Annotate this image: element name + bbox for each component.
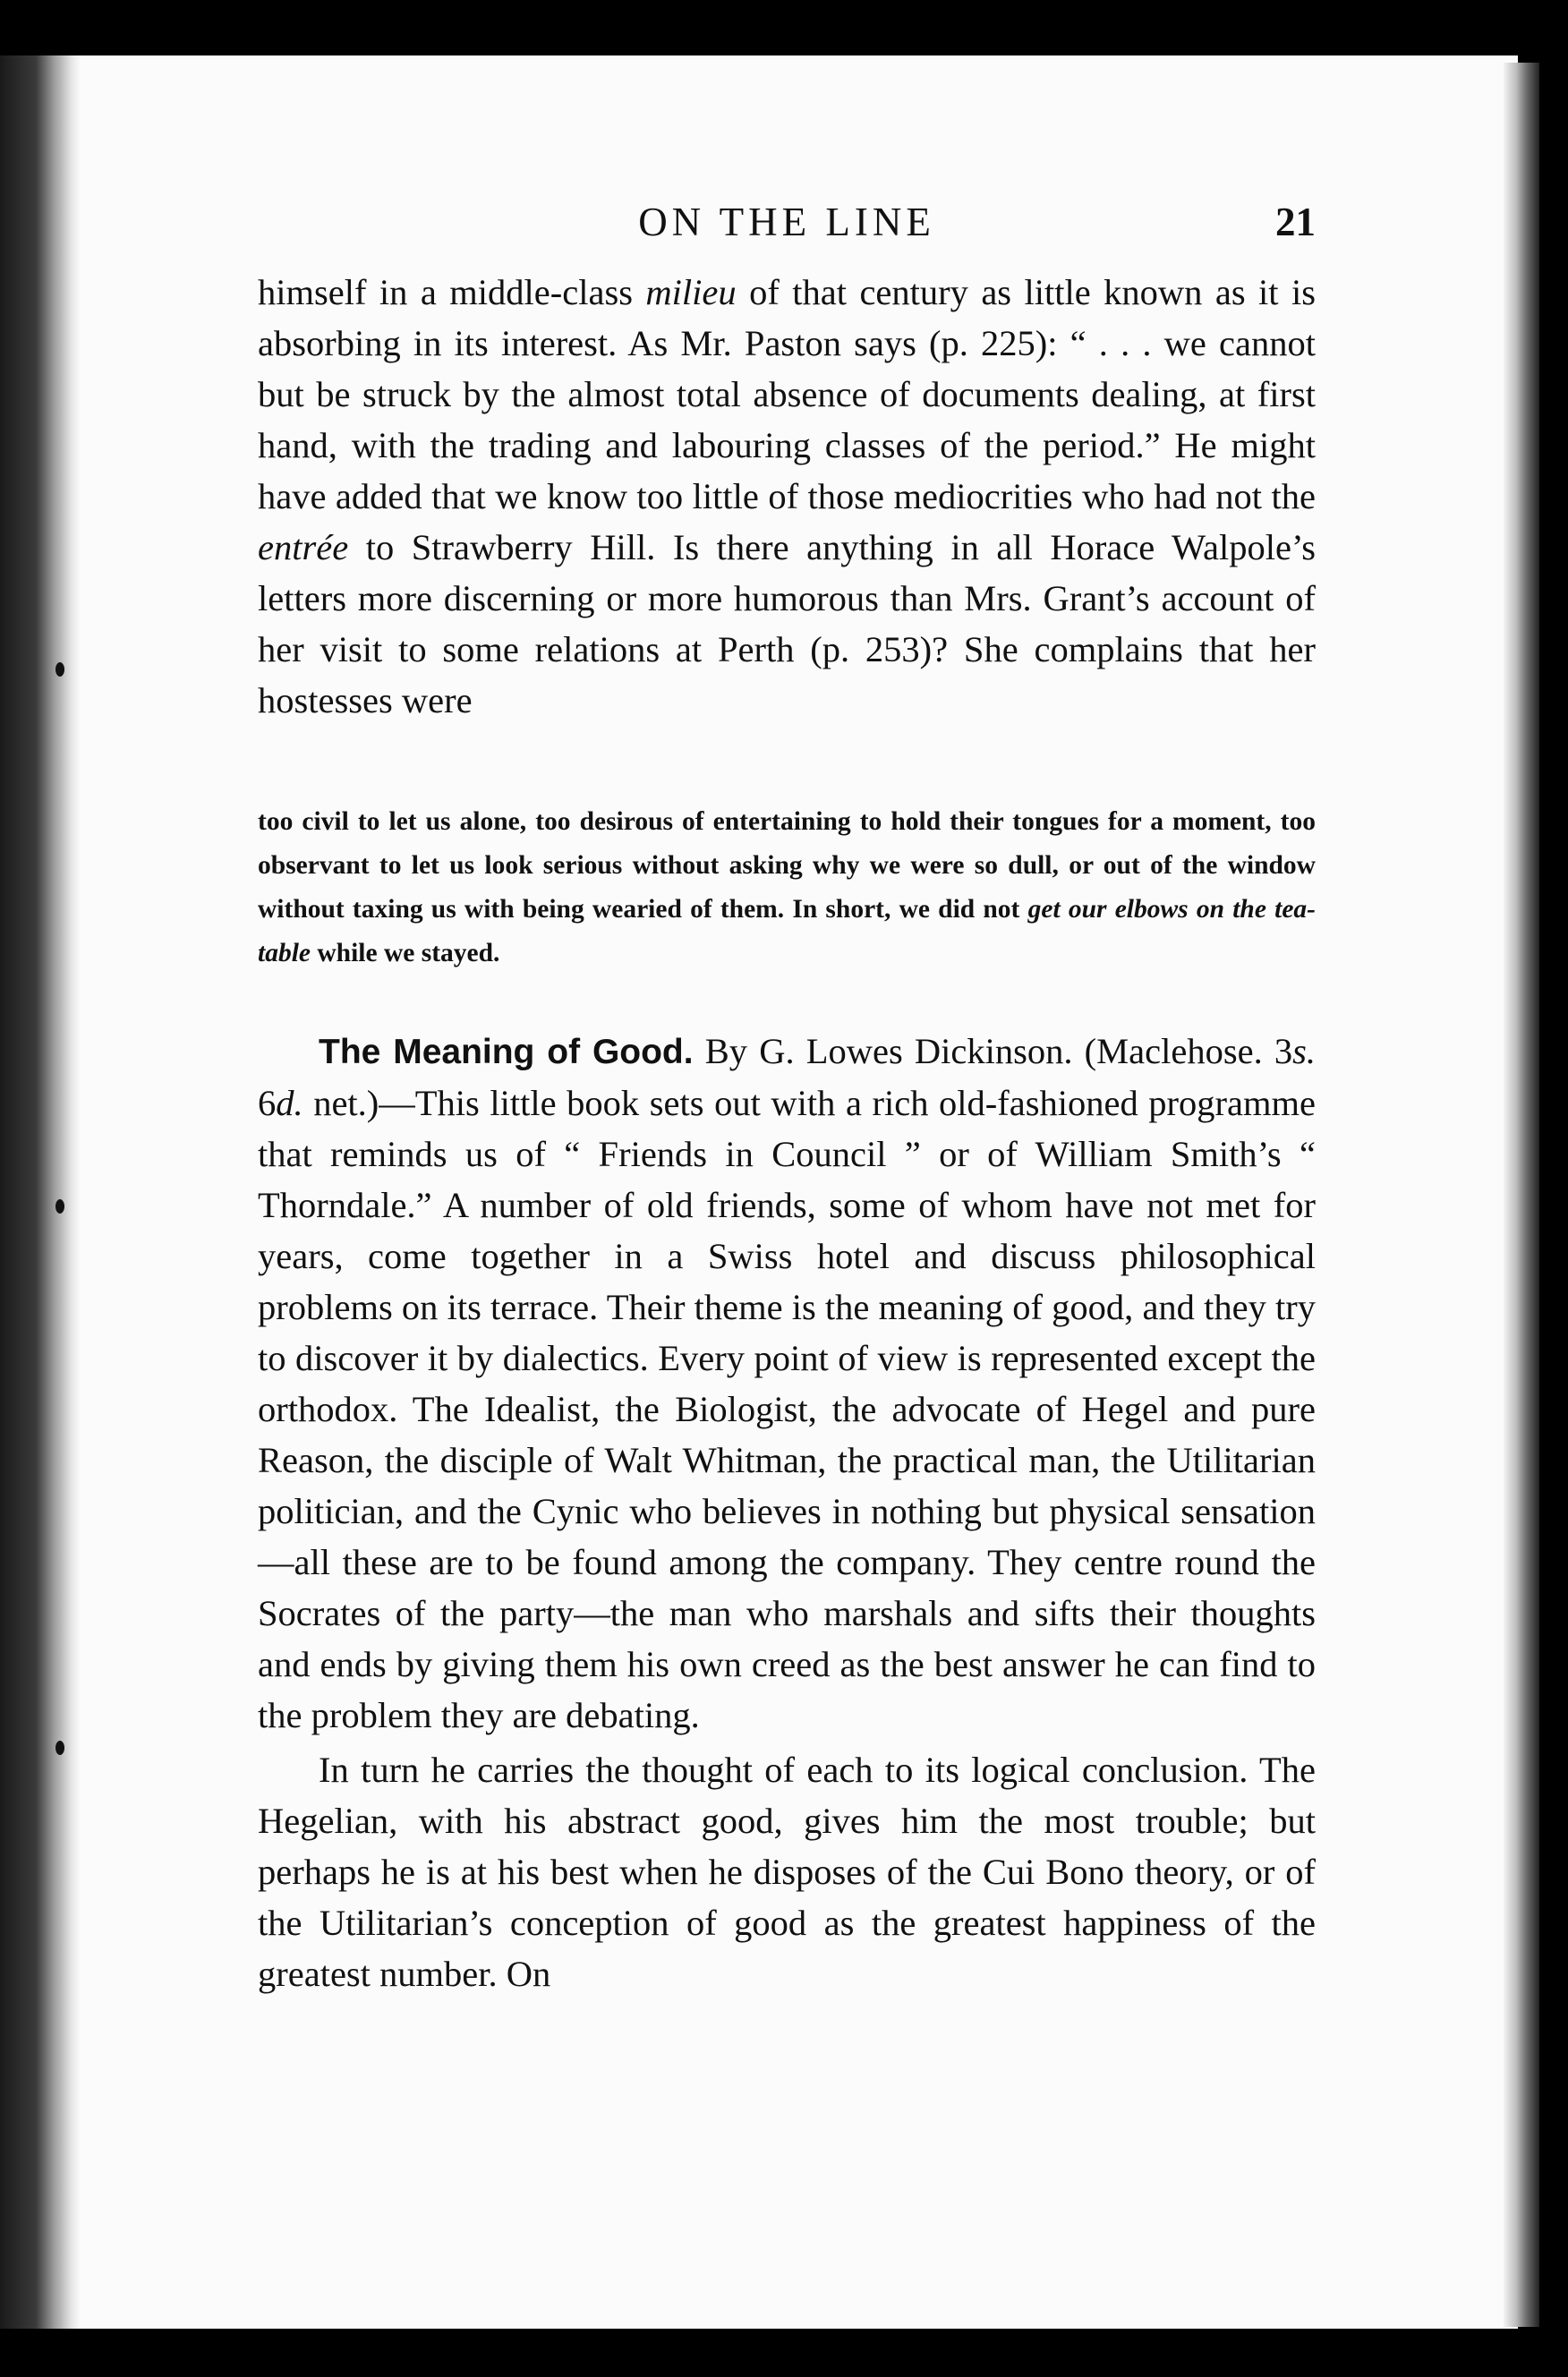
page-edge: [1504, 63, 1539, 2327]
italic-phrase: get our elbows on the tea-table: [258, 895, 1317, 967]
text-run: to Strawberry Hill. Is there anything in all Horace Walpole’s letters more discerning or more humorous than Mrs. Grant’s account of her visit to some relations at Perth (p. 253)? She complains that her hostesses were: [258, 527, 1316, 720]
paragraph-continuation: [258, 267, 1316, 726]
block-quotation: [258, 800, 1316, 976]
text-run: 6: [258, 1083, 277, 1123]
pence-abbrev: d.: [276, 1083, 303, 1123]
quotation-text: [258, 800, 1316, 976]
review-paragraph: [258, 1026, 1316, 1741]
book-review: [258, 1026, 1316, 1999]
running-title: ON THE LINE: [638, 200, 935, 244]
binding-mark: [55, 1741, 64, 1755]
binding-mark: [55, 662, 64, 677]
paragraph: In turn he carries the thought of each to its logical conclusion. The Hegelian, with his abstract good, gives him the most trouble; but perhaps he is at his best when he disposes of the Cui Bono theory, or of the Utilitarian’s conception of good as the greatest happiness of the greatest number. On: [258, 1750, 1316, 1994]
text-run: of that century as little known as it is absorbing in its interest. As Mr. Paston says (p. 225): “ . . . we cannot but be struck by the almost total absence of documents dealing, at first hand, with the trading and labouring classes of the period.” He might have added that we know too little of those mediocrities who had not the: [258, 272, 1316, 516]
page-gutter: [0, 55, 81, 2329]
text-run: himself in a middle-class: [258, 272, 646, 312]
italic-term: milieu: [645, 272, 737, 312]
paragraph: [258, 267, 1316, 726]
italic-term: entrée: [258, 527, 349, 567]
review-title: The Meaning of Good.: [319, 1033, 694, 1071]
text-run: while we stayed.: [311, 939, 500, 967]
text-run: too civil to let us alone, too desirous of entertaining to hold their tongues for a moment, too observant to let us look serious without asking why we were so dull, or out of the window without taxing us with being wearied of them. In short, we did not: [258, 807, 1316, 924]
text-run: net.)—This little book sets out with a rich old-fashioned programme that reminds us of “ Friends in Council ” or of William Smith’s “ Thorndale.” A number of old friends, some of whom have not met for years, come together in a Swiss hotel and discuss philosophical problems on its terrace. Their theme is the meaning of good, and they try to discover it by dialectics. Every point of view is represented except the orthodox. The Idealist, the Biologist, the advocate of Hegel and pure Reason, the disciple of Walt Whitman, the practical man, the Utilitarian politician, and the Cynic who believes in nothing but physical sensation—all these are to be found among the company. They centre round the Socrates of the party—the man who marshals and sifts their thoughts and ends by giving them his own creed as the best answer he can find to the problem they are debating.: [258, 1083, 1316, 1735]
page-number: 21: [1275, 200, 1316, 244]
shillings-abbrev: s.: [1292, 1031, 1316, 1071]
binding-mark: [55, 1199, 64, 1214]
text-run: By G. Lowes Dickinson. (Maclehose. 3: [693, 1031, 1293, 1071]
running-head: [258, 199, 1316, 252]
